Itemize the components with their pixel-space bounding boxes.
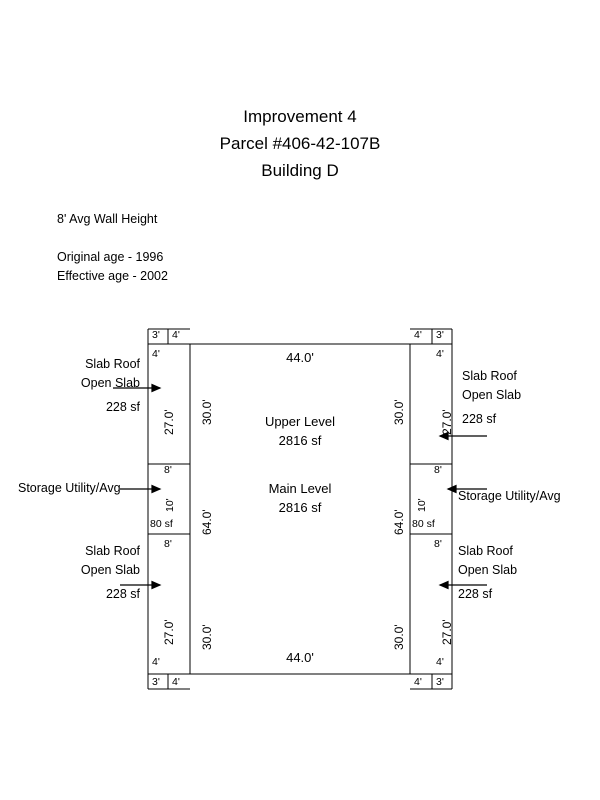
annotation-right-top [462,367,521,429]
right-mid-10: 10' [416,498,428,512]
title-line-building: Building D [261,161,339,180]
left-bot-8: 8' [164,538,172,550]
left-top-wing-27: 27.0' [162,409,176,435]
left-wall-64: 64.0' [200,509,214,535]
annotation-left-top-line1: Slab Roof [85,357,140,371]
right-bot-8: 8' [434,538,442,550]
annotation-right-top-line1: Slab Roof [462,369,517,383]
left-bot-wing-27: 27.0' [162,619,176,645]
left-bot-wall-30: 30.0' [200,624,214,650]
left-top-corner-3: 3' [152,329,160,341]
title-line-parcel: Parcel #406-42-107B [219,134,381,153]
annotation-right-bottom-area: 228 sf [458,587,493,601]
annotation-right-mid [458,487,561,506]
main-level-area: 2816 sf [278,500,322,515]
annotation-left-top [0,355,140,417]
annotation-left-bottom [0,542,140,604]
right-top-wing-27: 27.0' [440,409,454,435]
left-mid-10: 10' [164,498,176,512]
annotation-right-bottom [458,542,517,604]
left-top-corner-4: 4' [172,329,180,341]
annotation-left-mid [18,479,121,498]
annotation-left-mid-line1: Storage Utility/Avg [18,481,121,495]
right-mid-area: 80 sf [412,518,435,530]
note-wall-height: 8' Avg Wall Height [57,212,158,226]
annotation-right-bottom-line1: Slab Roof [458,544,513,558]
dim-bottom-width: 44.0' [286,650,314,665]
annotation-right-bottom-line2: Open Slab [458,563,518,577]
right-mid-8: 8' [434,464,442,476]
note-original-age: Original age - 1996 [57,250,164,264]
main-level-name: Main Level [268,481,332,496]
right-top-corner-4: 4' [414,329,422,341]
right-bot-corner-4b: 4' [414,676,422,688]
left-mid-area: 80 sf [150,518,173,530]
upper-level-area: 2816 sf [278,433,322,448]
annotation-left-bottom-line1: Slab Roof [85,544,140,558]
annotation-left-bottom-line2: Open Slab [80,563,140,577]
annotation-left-top-area: 228 sf [105,400,140,414]
right-bot-wall-30: 30.0' [392,624,406,650]
upper-level-name: Upper Level [264,414,336,429]
annotation-right-top-area: 228 sf [462,412,497,426]
right-top-wing-4: 4' [436,348,444,360]
left-mid-8: 8' [164,464,172,476]
annotation-right-mid-line1: Storage Utility/Avg [458,489,561,503]
right-top-wall-30: 30.0' [392,399,406,425]
left-bot-corner-3: 3' [152,676,160,688]
right-bot-corner-3: 3' [436,676,444,688]
right-bot-wing-27: 27.0' [440,619,454,645]
left-top-wall-30: 30.0' [200,399,214,425]
annotation-right-top-line2: Open Slab [462,388,522,402]
left-bot-corner-4: 4' [152,656,160,668]
annotation-left-top-line2: Open Slab [80,376,140,390]
left-bot-corner-4b: 4' [172,676,180,688]
note-effective-age: Effective age - 2002 [57,269,168,283]
right-wall-64: 64.0' [392,509,406,535]
right-bot-corner-4: 4' [436,656,444,668]
left-top-wing-4: 4' [152,348,160,360]
dim-top-width: 44.0' [286,350,314,365]
title-line-improvement: Improvement 4 [243,107,357,126]
right-top-corner-3: 3' [436,329,444,341]
annotation-left-bottom-area: 228 sf [105,587,140,601]
